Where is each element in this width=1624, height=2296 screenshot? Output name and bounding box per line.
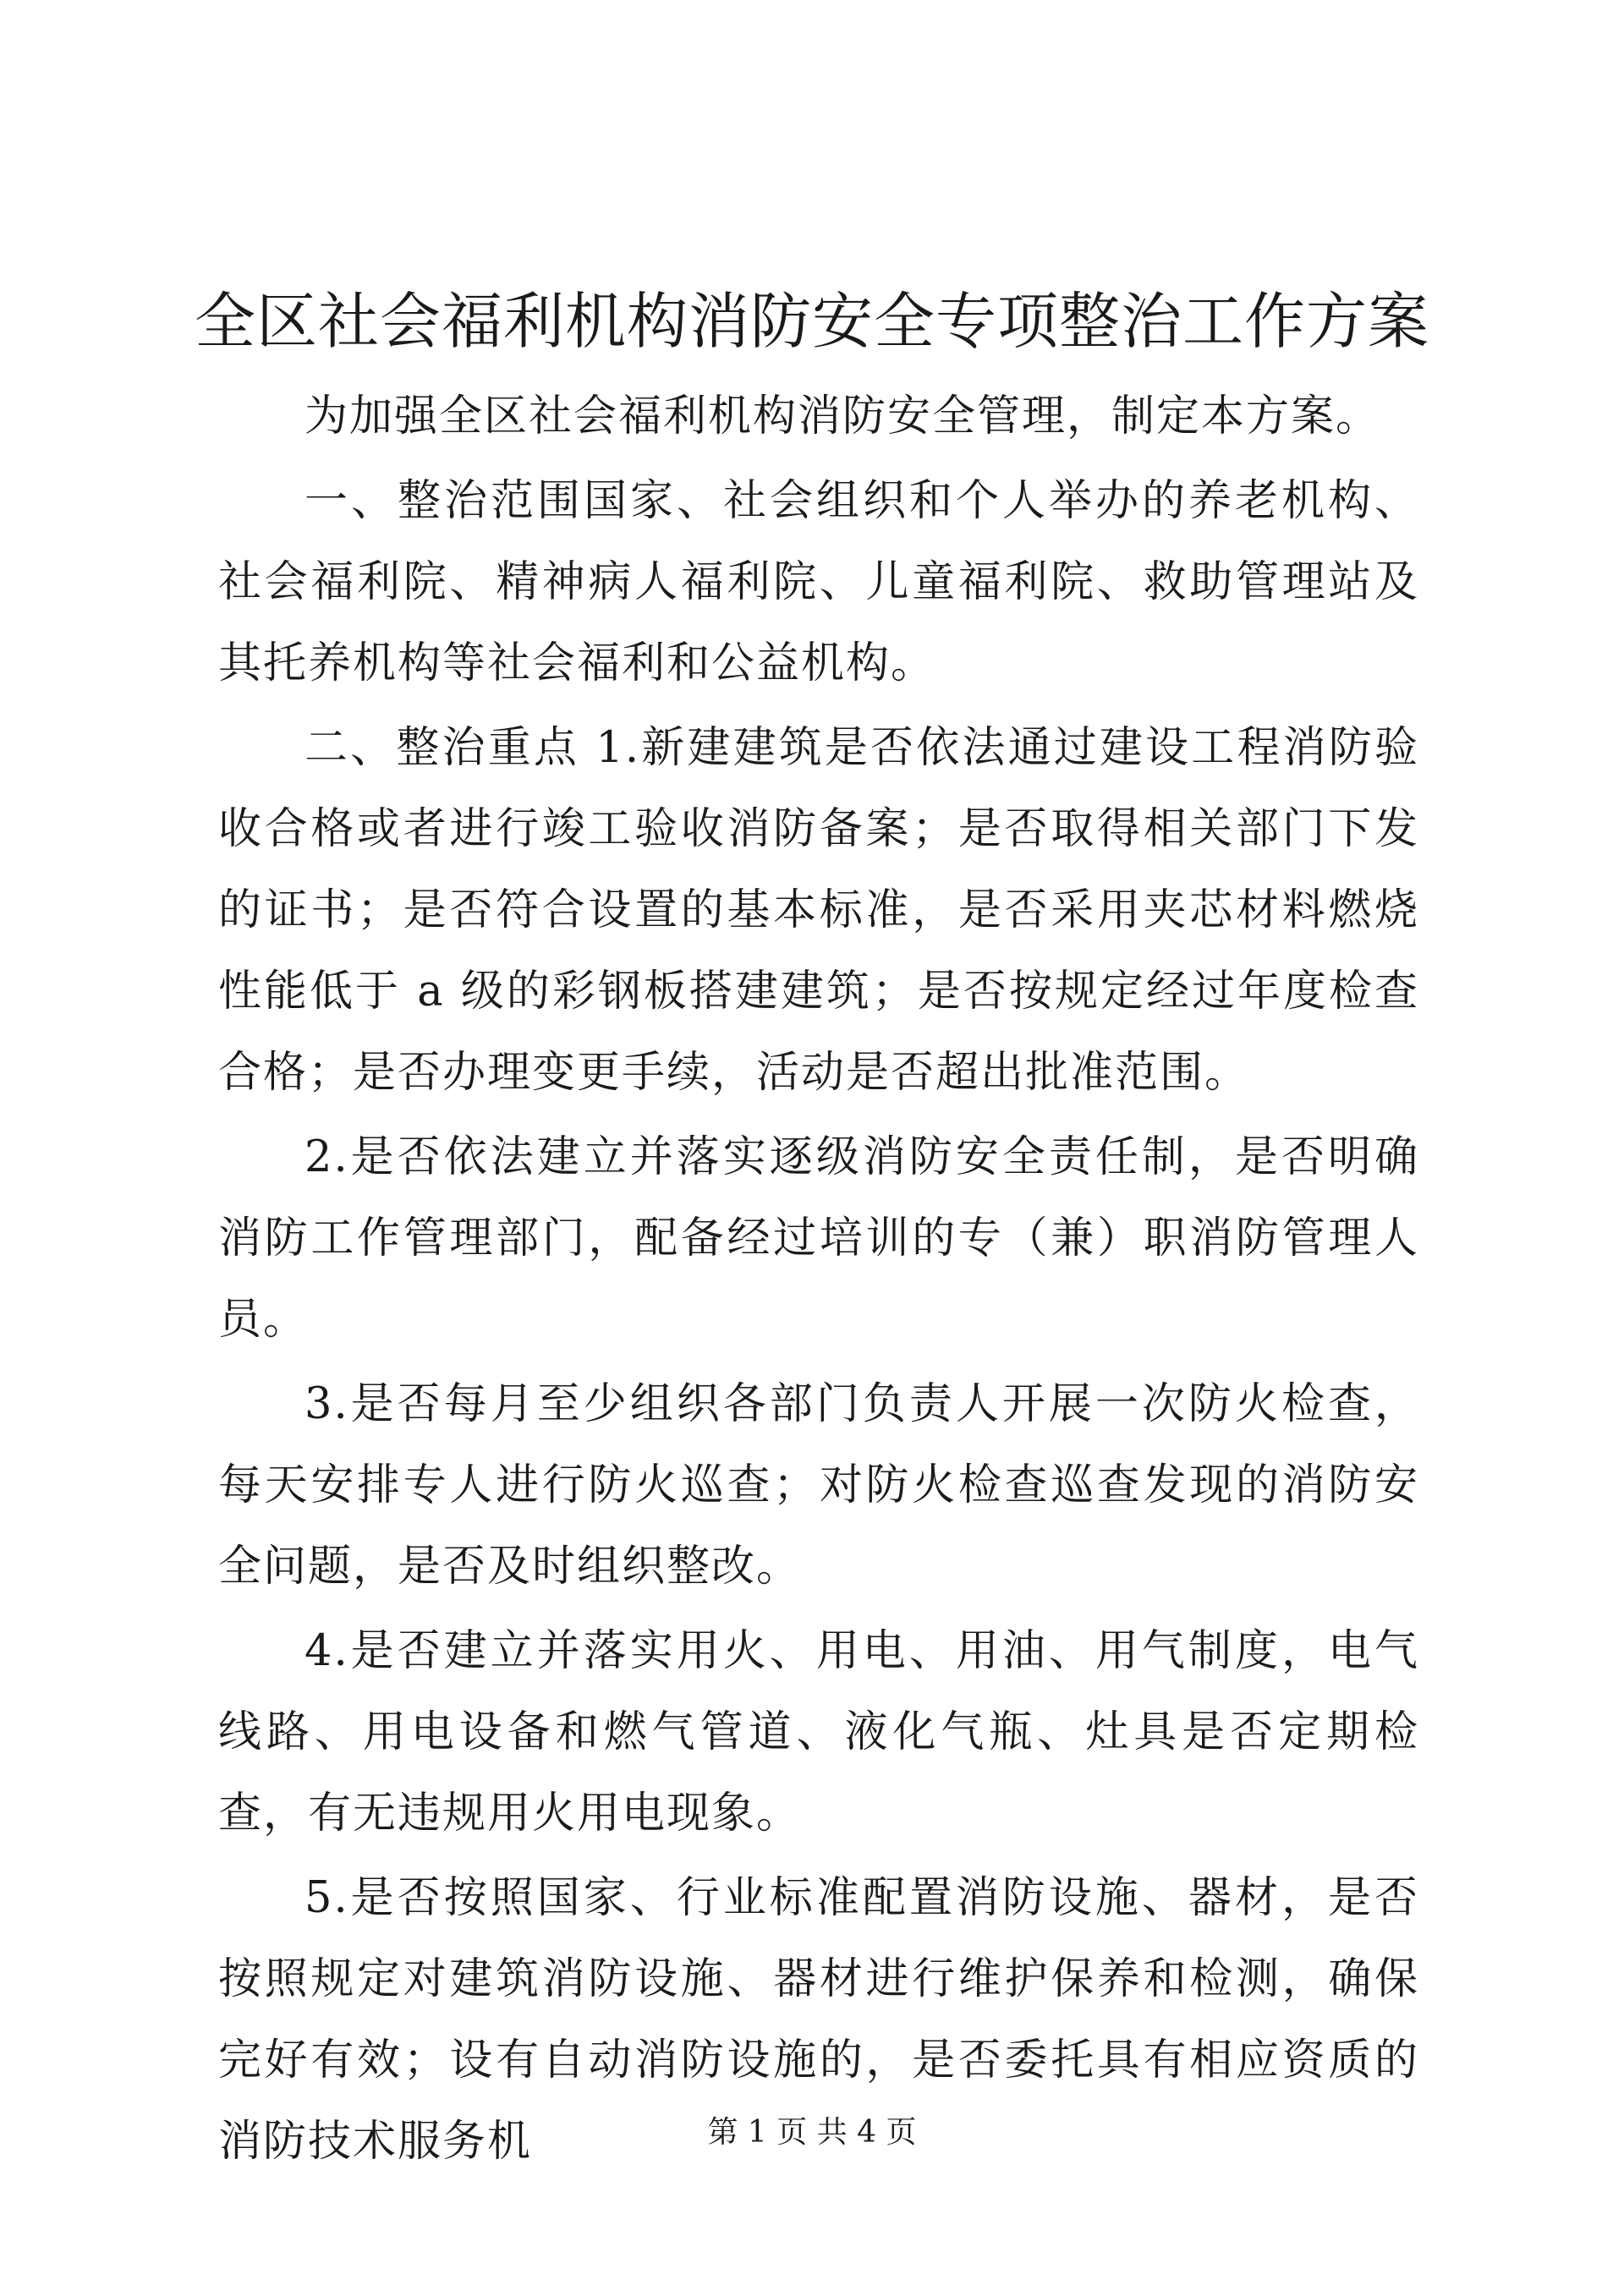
document-title: 全区社会福利机构消防安全专项整治工作方案: [194, 286, 1429, 357]
paragraph-focus-2: 2.是否依法建立并落实逐级消防安全责任制，是否明确消防工作管理部门，配备经过培训的专（兼）职消防管理人员。: [218, 1132, 1419, 1345]
paragraph-focus-5: 5.是否按照国家、行业标准配置消防设施、器材，是否按照规定对建筑消防设施、器材进行维护保养和检测，确保完好有效；设有自动消防设施的，是否委托具有相应资质的消防技术服务机: [218, 1873, 1419, 2167]
paragraph-focus-4: 4.是否建立并落实用火、用电、用油、用气制度，电气线路、用电设备和燃气管道、液化气瓶、灶具是否定期检查，有无违规用火用电现象。: [218, 1626, 1419, 1838]
paragraph-intro: 为加强全区社会福利机构消防安全管理，制定本方案。: [304, 392, 1381, 441]
page-footer: 第 1 页 共 4 页: [707, 2115, 917, 2150]
paragraph-scope: 一、整治范围国家、社会组织和个人举办的养老机构、社会福利院、精神病人福利院、儿童福利院、救助管理站及其托养机构等社会福利和公益机构。: [218, 476, 1419, 688]
document-body: [218, 376, 1419, 2186]
paragraph-focus-1: 二、整治重点 1.新建建筑是否依法通过建设工程消防验收合格或者进行竣工验收消防备案；是否取得相关部门下发的证书；是否符合设置的基本标准，是否采用夹芯材料燃烧性能低于 a 级的彩钢板搭建建筑；是否按规定经过年度检查合格；是否办理变更手续，活动是否超出批准范围。: [218, 723, 1419, 1098]
paragraph-focus-3: 3.是否每月至少组织各部门负责人开展一次防火检查，每天安排专人进行防火巡查；对防火检查巡查发现的消防安全问题，是否及时组织整改。: [218, 1379, 1419, 1592]
